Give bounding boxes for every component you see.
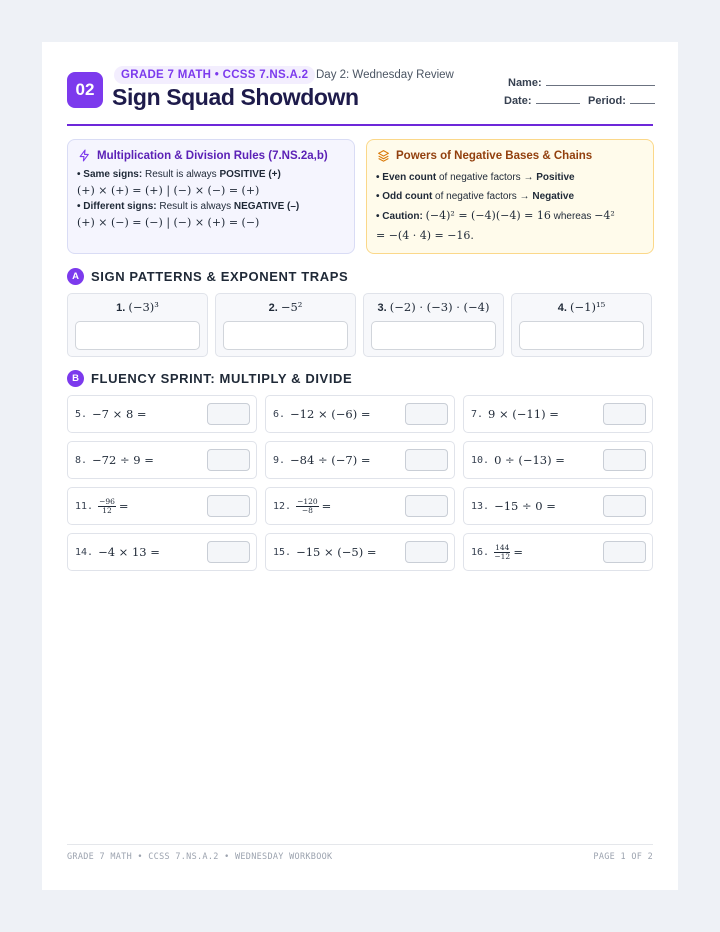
odd-count-rule: • Odd count of negative factors → Negative	[376, 191, 575, 202]
problem-prompt	[471, 534, 523, 570]
fluency-problem	[463, 533, 653, 571]
problem-number: 10.	[471, 454, 490, 466]
problem-prompt	[75, 488, 129, 524]
different-signs-rule: • Different signs: Result is always NEGATIVE (–)	[77, 201, 300, 212]
rules-card-header: Multiplication & Division Rules (7.NS.2a,b)	[78, 149, 328, 162]
problem-number: 15.	[273, 546, 292, 558]
problem-number: 2.	[268, 302, 278, 314]
answer-box[interactable]	[405, 495, 448, 517]
pattern-problem	[363, 293, 504, 357]
answer-box[interactable]	[603, 449, 646, 471]
day-label: Day 2: Wednesday Review	[316, 69, 454, 81]
answer-box[interactable]	[223, 321, 348, 350]
answer-box[interactable]	[603, 495, 646, 517]
pattern-problem	[215, 293, 356, 357]
footer-divider	[67, 844, 653, 845]
answer-box[interactable]	[207, 541, 250, 563]
fraction-denominator: 12	[102, 505, 112, 515]
problem-number: 9.	[273, 454, 286, 466]
problem-number: 6.	[273, 408, 286, 420]
lightning-icon	[78, 149, 91, 162]
answer-box[interactable]	[603, 403, 646, 425]
answer-box[interactable]	[371, 321, 496, 350]
fluency-problem	[67, 533, 257, 571]
problem-expression: 9 × (−11) =	[488, 407, 559, 421]
problem-expression: =	[513, 545, 524, 559]
problem-number: 3.	[377, 302, 387, 314]
fraction	[494, 544, 510, 561]
problem-prompt	[75, 442, 154, 478]
period-field[interactable]: Period:	[588, 92, 655, 107]
fraction-denominator: −12	[494, 551, 511, 561]
fraction	[98, 498, 116, 515]
problem-prompt	[471, 396, 559, 432]
course-tag: GRADE 7 MATH • CCSS 7.NS.A.2	[114, 66, 315, 84]
problem-expression: −15 × (−5) =	[296, 545, 377, 559]
different-signs-math: (+) × (−) = (−) | (−) × (+) = (−)	[77, 216, 260, 229]
problem-expression: −84 ÷ (−7) =	[290, 453, 371, 467]
fraction-numerator: −96	[99, 496, 115, 506]
problem-prompt	[273, 442, 370, 478]
problem-prompt	[471, 442, 565, 478]
problem-prompt	[216, 300, 355, 314]
problem-expression: −5²	[280, 300, 303, 314]
problem-prompt	[512, 300, 651, 314]
problem-prompt	[75, 534, 160, 570]
fluency-problem	[463, 487, 653, 525]
powers-card	[366, 139, 654, 254]
rules-card	[67, 139, 355, 254]
problem-expression: −15 ÷ 0 =	[494, 499, 556, 513]
problem-number: 1.	[116, 302, 126, 314]
pattern-problem	[511, 293, 652, 357]
lesson-number-badge: 02	[67, 72, 103, 108]
fluency-problem	[265, 441, 455, 479]
problem-expression: (−1)¹⁵	[570, 300, 606, 314]
answer-box[interactable]	[75, 321, 200, 350]
name-field[interactable]: Name:	[508, 74, 655, 89]
powers-card-header: Powers of Negative Bases & Chains	[377, 149, 592, 162]
worksheet-page	[42, 42, 678, 890]
problem-number: 13.	[471, 500, 490, 512]
page-number: PAGE 1 OF 2	[593, 852, 653, 862]
problem-number: 12.	[273, 500, 292, 512]
fluency-problem	[265, 487, 455, 525]
problem-number: 14.	[75, 546, 94, 558]
problem-prompt	[364, 300, 503, 314]
problem-number: 4.	[557, 302, 567, 314]
page-title: Sign Squad Showdown	[112, 84, 359, 110]
fluency-problem	[265, 395, 455, 433]
fluency-problem	[67, 441, 257, 479]
problem-expression: =	[321, 499, 332, 513]
problem-number: 7.	[471, 408, 484, 420]
problem-expression: −12 × (−6) =	[290, 407, 371, 421]
problem-prompt	[68, 300, 207, 314]
pattern-problem	[67, 293, 208, 357]
fluency-problem	[463, 395, 653, 433]
fluency-problem	[67, 395, 257, 433]
problem-expression: (−2) · (−3) · (−4)	[389, 300, 490, 314]
even-count-rule: • Even count of negative factors → Positive	[376, 172, 575, 183]
problem-number: 16.	[471, 546, 490, 558]
fluency-problem	[463, 441, 653, 479]
answer-box[interactable]	[405, 449, 448, 471]
problem-expression: (−3)³	[128, 300, 159, 314]
footer-left: GRADE 7 MATH • CCSS 7.NS.A.2 • WEDNESDAY WORKBOOK	[67, 852, 333, 862]
answer-box[interactable]	[405, 403, 448, 425]
answer-box[interactable]	[405, 541, 448, 563]
date-field[interactable]: Date:	[504, 92, 580, 107]
section-b-heading: B FLUENCY SPRINT: MULTIPLY & DIVIDE	[67, 370, 352, 387]
problem-expression: −7 × 8 =	[92, 407, 147, 421]
problem-number: 5.	[75, 408, 88, 420]
problem-prompt	[273, 396, 370, 432]
problem-number: 8.	[75, 454, 88, 466]
answer-box[interactable]	[519, 321, 644, 350]
section-a-heading: A SIGN PATTERNS & EXPONENT TRAPS	[67, 268, 348, 285]
fluency-problem	[67, 487, 257, 525]
problem-number: 11.	[75, 500, 94, 512]
problem-expression: 0 ÷ (−13) =	[494, 453, 565, 467]
section-b-marker: B	[67, 370, 84, 387]
same-signs-rule: • Same signs: Result is always POSITIVE (+)	[77, 169, 281, 180]
problem-expression: =	[118, 499, 129, 513]
answer-box[interactable]	[207, 449, 250, 471]
fraction	[296, 498, 319, 515]
fraction-numerator: 144	[495, 542, 510, 552]
problem-prompt	[75, 396, 147, 432]
problem-prompt	[471, 488, 556, 524]
problem-expression: −72 ÷ 9 =	[92, 453, 154, 467]
same-signs-math: (+) × (+) = (+) | (−) × (−) = (+)	[77, 184, 260, 197]
fraction-numerator: −120	[297, 496, 318, 506]
caution-rule-continued: = −(4 · 4) = −16.	[376, 229, 474, 242]
header-divider	[67, 124, 653, 126]
layers-icon	[377, 149, 390, 162]
problem-prompt	[273, 534, 377, 570]
problem-prompt	[273, 488, 331, 524]
answer-box[interactable]	[603, 541, 646, 563]
problem-expression: −4 × 13 =	[98, 545, 160, 559]
answer-box[interactable]	[207, 403, 250, 425]
fraction-denominator: −8	[301, 505, 313, 515]
caution-rule: • Caution: (−4)² = (−4)(−4) = 16 whereas −4²	[376, 209, 615, 222]
fluency-problem	[265, 533, 455, 571]
answer-box[interactable]	[207, 495, 250, 517]
section-a-marker: A	[67, 268, 84, 285]
